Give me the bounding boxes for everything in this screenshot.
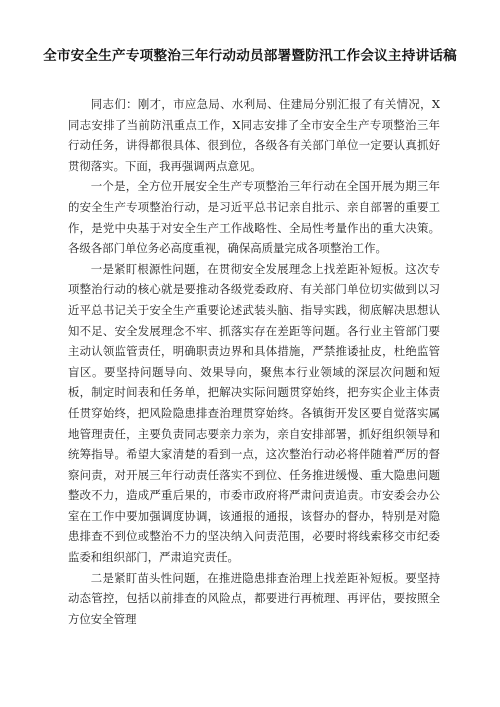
document-body	[68, 94, 440, 629]
paragraph-opening: 同志们：刚才，市应急局、水利局、住建局分别汇报了有关情况，X同志安排了当前防汛重点工作，X同志安排了全市安全生产专项整治三年行动任务，讲得都很具体、很到位，各级各有关部门单位一定要认真抓好贯彻落实。下面，我再强调两点意见。	[68, 97, 440, 173]
paragraph-point-one: 一个是，全方位开展安全生产专项整治三年行动在全国开展为期三年的安全生产专项整治行动，是习近平总书记亲自批示、亲自部署的重要工作，是党中央基于对安全生产工作战略性、全局性考量作出的重大决策。各级各部门单位务必高度重视，确保高质量完成各项整治工作。	[68, 179, 440, 256]
document-title: 全市安全生产专项整治三年行动动员部署暨防汛工作会议主持讲话稿	[43, 48, 457, 64]
paragraph-item-one: 一是紧盯根源性问题，在贯彻安全发展理念上找差距补短板。这次专项整治行动的核心就是要推动各级党委政府、有关部门单位切实做到以习近平总书记关于安全生产重要论述武装头脑、指导实践，彻底解决思想认知不足、安全发展理念不牢、抓落实存在差距等问题。各行业主管部门要主动认领监管责任，明确职责边界和具体措施，严禁推诿扯皮，杜绝监管盲区。要坚持问题导向、效果导向，聚焦本行业领域的深层次问题和短板，制定时间表和任务单，把解决实际问题贯穿始终，把夯实企业主体责任贯穿始终，把风险隐患排查治理贯穿始终。各镇街开发区要自觉落实属地管理责任，主要负责同志要亲力亲为，亲自安排部署，抓好组织领导和统筹指导。希望大家清楚的看到一点，这次整治行动必将伴随着严厉的督察问责，对开展三年行动责任落实不到位、任务推进缓慢、重大隐患问题整改不力，造成严重后果的，市委市政府将严肃问责追责。市安委会办公室在工作中要加强调度协调，该通报的通报，该督办的督办，特别是对隐患排查不到位或整治不力的坚决纳入问责范围，必要时将线索移交市纪委监委和组织部门，严肃追究责任。	[68, 261, 440, 565]
paragraph-item-two: 二是紧盯苗头性问题，在推进隐患排查治理上找差距补短板。要坚持动态管控，包括以前排查的风险点，都要进行再梳理、再评估，要按照全方位安全管理	[68, 570, 440, 626]
